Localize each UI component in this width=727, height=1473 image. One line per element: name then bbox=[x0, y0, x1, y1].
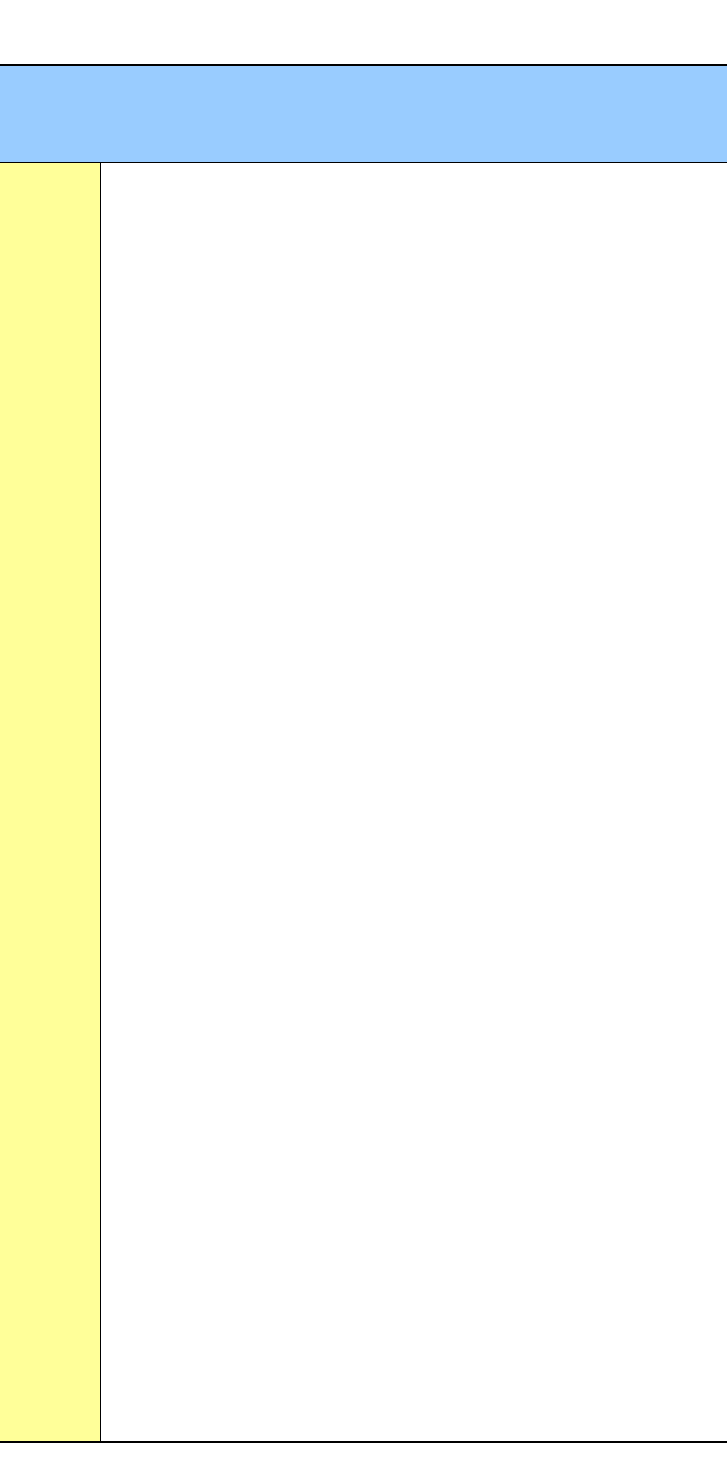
table-header bbox=[0, 64, 727, 163]
data-table bbox=[0, 64, 727, 1443]
page-title bbox=[2, 6, 20, 32]
region-column-background bbox=[0, 163, 101, 1441]
table-body bbox=[0, 163, 727, 1443]
